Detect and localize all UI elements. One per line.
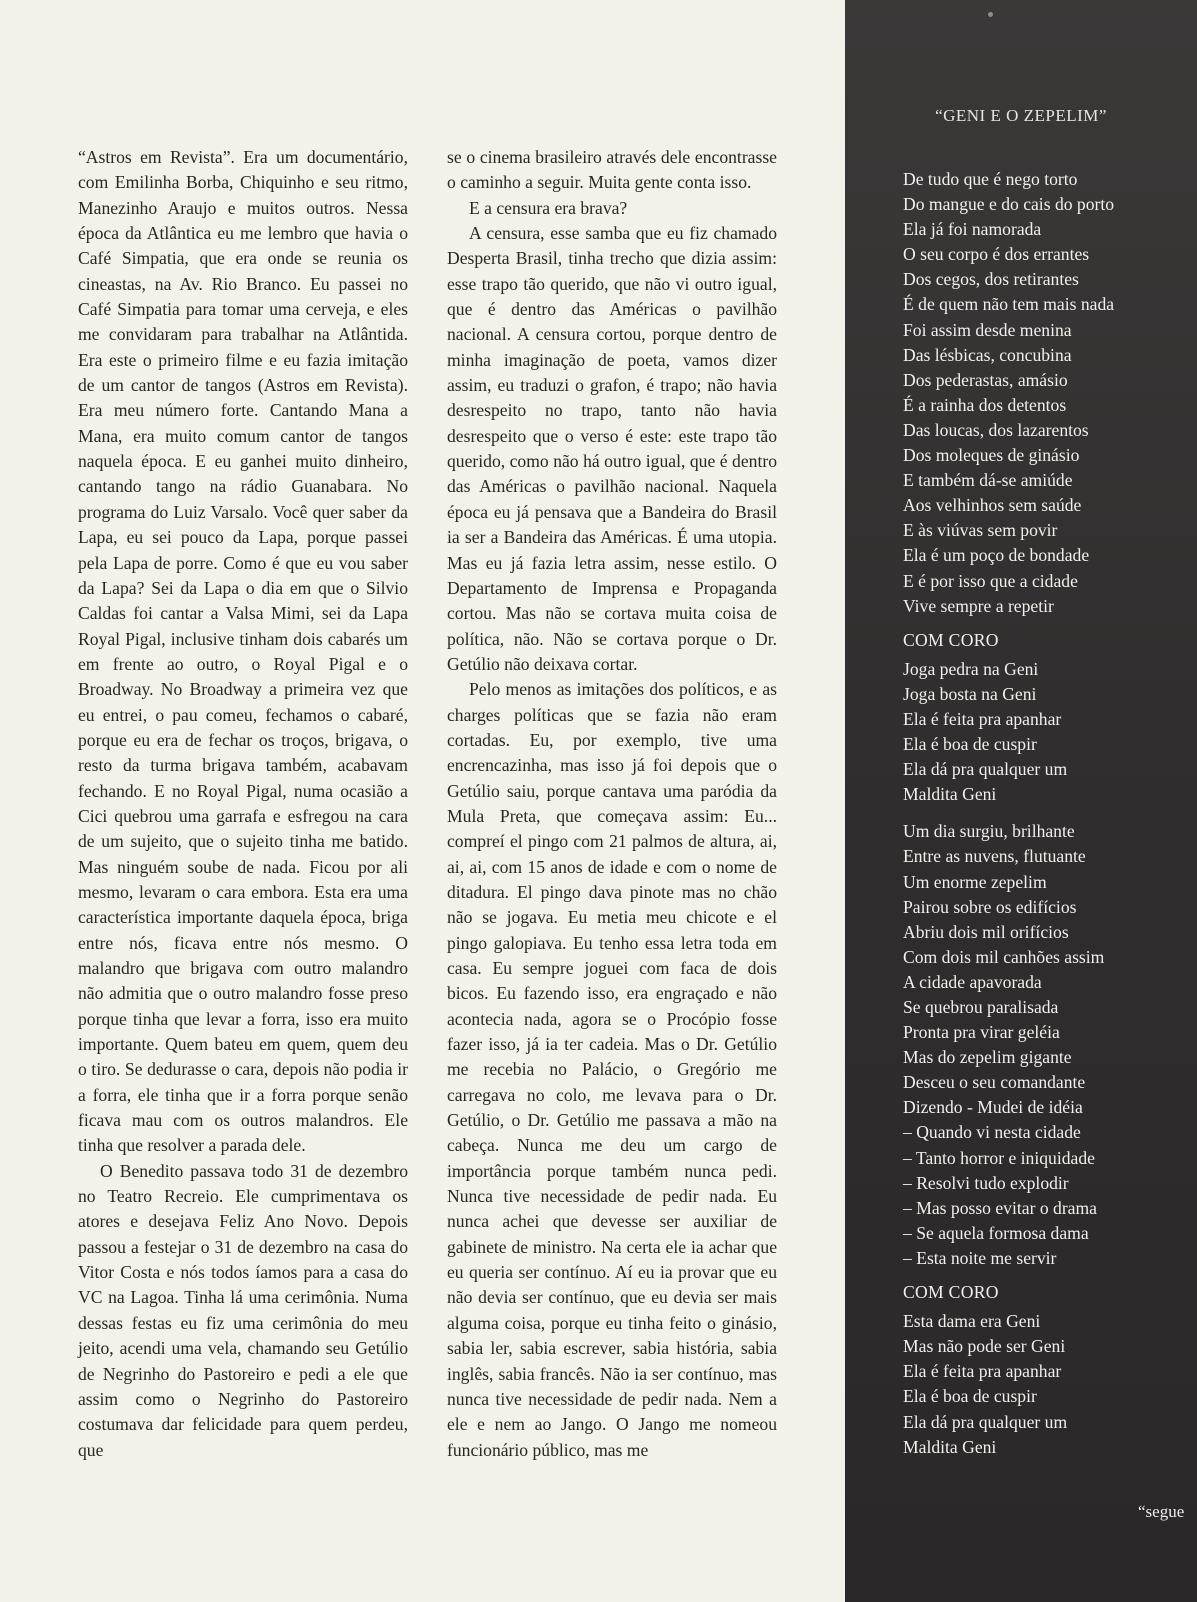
lyric-line: – Se aquela formosa dama xyxy=(903,1222,1089,1243)
dot-mark xyxy=(988,12,993,17)
lyric-line: Dos pederastas, amásio xyxy=(903,369,1068,390)
lyric-line: Dizendo - Mudei de idéia xyxy=(903,1097,1083,1118)
lyric-line: Ela é um poço de bondade xyxy=(903,545,1090,566)
chorus-label: COM CORO xyxy=(903,629,999,650)
lyric-line: A cidade apavorada xyxy=(903,971,1042,992)
lyrics-stanza xyxy=(903,167,1193,619)
lyric-line: De tudo que é nego torto xyxy=(903,169,1078,189)
lyric-line: Entre as nuvens, flutuante xyxy=(903,846,1086,867)
paragraph: O Benedito passava todo 31 de dezembro no Teatro Recreio. Ele cumprimentava os atores e desejava Feliz Ano Novo. Depois passou a festejar o 31 de dezembro na casa do Vitor Costa e nós todos íamos para a casa do VC na Lagoa. Tinha lá uma cerimônia. Numa dessas festas eu fiz uma cerimônia do meu jeito, acendi uma vela, chamando seu Getúlio de Negrinho do Pastoreiro e pedi a ele que assim como o Negrinho do Pastoreiro costumava dar felicidade para quem perdeu, que xyxy=(78,1160,408,1460)
lyrics-stanza xyxy=(903,1309,1193,1460)
lyric-line: Ela é boa de cuspir xyxy=(903,1386,1037,1407)
lyric-line: Se quebrou paralisada xyxy=(903,997,1059,1017)
lyric-line: Um enorme zepelim xyxy=(903,871,1047,892)
continuation-note: “segue xyxy=(1138,1502,1185,1521)
chorus-label: COM CORO xyxy=(903,1282,999,1303)
lyric-line: O seu corpo é dos errantes xyxy=(903,244,1090,265)
song-lyrics xyxy=(903,167,1193,1460)
paragraph: “Astros em Revista”. Era um documentário, com Emilinha Borba, Chiquinho e seu ritmo, Manezinho Araujo e muitos outros. Nessa época da Atlântica eu me lembro que havia o Café Simpatia, que era onde se reunia os cineastas, na Av. Rio Branco. Eu passei no Café Simpatia para tomar uma cerveja, e eles me convidaram para trabalhar na Atlântida. Era este o primeiro filme e eu fazia imitação de um cantor de tangos (Astros em Revista). Era meu número forte. Cantando Mana a Mana, era muito comum cantor de tangos naquela época. E eu ganhei muito dinheiro, cantando tango na rádio Guanabara. No programa do Luiz Varsalo. Você quer saber da Lapa, eu sei pouco da Lapa, porque passei pela Lapa de porre. Como é que eu vou saber da Lapa? Sei da Lapa o dia em que o Silvio Caldas foi cantar a Valsa Mimi, sei da Lapa Royal Pigal, inclusive tinham dois cabarés um em frente ao outro, o Royal Pigal e o Broadway. No Broadway a primeira vez que eu entrei, o pau comeu, fechamos o cabaré, porque eu era de fechar os troços, brigava, o resto da turma brigava também, acabavam fechando. E no Royal Pigal, numa ocasião a Cici quebrou uma garrafa e esfregou na cara de um sujeito, que o sujeito tinha me batido. Mas ninguém soube de nada. Ficou por ali mesmo, levaram o cara embora. Esta era uma característica importante daquela época, briga entre nós, ficava entre nós mesmo. O malandro que brigava com outro malandro não admitia que o outro malandro fosse preso porque tinha que levar a forra, isso era muito importante. Quem bateu em quem, quem deu o tiro. Se dedurasse o cara, depois não podia ir a forra, ele tinha que ir a forra porque senão ficava mau com os outros malandros. Ele tinha que resolver a parada dele. xyxy=(78,147,408,1156)
lyric-line: Joga bosta na Geni xyxy=(903,683,1037,704)
lyric-line: – Mas posso evitar o drama xyxy=(903,1197,1097,1218)
lyric-line: Ela já foi namorada xyxy=(903,219,1042,240)
lyric-line: Foi assim desde menina xyxy=(903,319,1072,340)
lyrics-sidebar xyxy=(845,0,1197,1602)
lyric-line: É a rainha dos detentos xyxy=(903,394,1067,415)
lyric-line: Com dois mil canhões assim xyxy=(903,946,1105,967)
paragraph: se o cinema brasileiro através dele encontrasse o caminho a seguir. Muita gente conta isso. xyxy=(447,147,777,193)
lyrics-stanza xyxy=(903,819,1193,1271)
text-column-left xyxy=(78,145,408,1463)
lyric-line: Ela dá pra qualquer um xyxy=(903,1411,1068,1432)
lyric-line: Pronta pra virar geléia xyxy=(903,1022,1060,1043)
lyric-line: E é por isso que a cidade xyxy=(903,570,1078,591)
lyric-line: Mas não pode ser Geni xyxy=(903,1336,1066,1357)
lyric-line: – Quando vi nesta cidade xyxy=(903,1122,1081,1143)
lyric-line: Das lésbicas, concubina xyxy=(903,344,1072,365)
lyric-line: – Esta noite me servir xyxy=(903,1247,1057,1268)
lyric-line: Joga pedra na Geni xyxy=(903,658,1039,679)
lyric-line: Maldita Geni xyxy=(903,784,997,805)
lyric-line: É de quem não tem mais nada xyxy=(903,294,1115,315)
lyric-line: Aos velhinhos sem saúde xyxy=(903,495,1082,516)
lyric-line: Maldita Geni xyxy=(903,1436,997,1457)
lyric-line: Desceu o seu comandante xyxy=(903,1072,1086,1093)
lyric-line: Vive sempre a repetir xyxy=(903,595,1054,616)
song-title: “GENI E O ZEPELIM” xyxy=(935,106,1107,125)
text-column-middle xyxy=(447,145,777,1463)
lyric-line: Mas do zepelim gigante xyxy=(903,1047,1072,1068)
lyric-line: Do mangue e do cais do porto xyxy=(903,194,1115,215)
lyric-line: Ela é boa de cuspir xyxy=(903,734,1037,755)
paragraph: A censura, esse samba que eu fiz chamado Desperta Brasil, tinha trecho que dizia assim: esse trapo tão querido, que não vi outro igual, que é dentro das Américas o pavilhão nacional. A censura cortou, porque dentro de minha imaginação de poeta, vamos dizer assim, eu traduzi o grafon, é trapo; não havia desrespeito no trapo, tanto não havia desrespeito que o verso é este: este trapo tão querido, como não há outro igual, que é dentro das Américas o pavilhão nacional. Naquela época eu já pensava que a Bandeira do Brasil ia ser a Bandeira das Américas. É uma utopia. Mas eu já fazia letra assim, nesse estilo. O Departamento de Imprensa e Propaganda cortou. Mas não se cortava muita coisa de política, não. Não se cortava porque o Dr. Getúlio não deixava cortar. xyxy=(447,223,777,674)
lyric-line: Esta dama era Geni xyxy=(903,1311,1041,1332)
lyric-line: Ela é feita pra apanhar xyxy=(903,1361,1062,1382)
interview-question: E a censura era brava? xyxy=(469,197,628,218)
lyric-line: Ela é feita pra apanhar xyxy=(903,708,1062,729)
lyric-line: Um dia surgiu, brilhante xyxy=(903,821,1075,842)
lyrics-stanza xyxy=(903,657,1193,808)
lyric-line: E também dá-se amiúde xyxy=(903,470,1073,491)
lyric-line: Dos moleques de ginásio xyxy=(903,445,1080,466)
lyric-line: Abriu dois mil orifícios xyxy=(903,921,1069,942)
paragraph: Pelo menos as imitações dos políticos, e as charges políticas que se fazia não eram cortadas. Eu, por exemplo, tive uma encrencazinha, mas isso já foi depois que o Getúlio saiu, porque cantava uma paródia da Mula Preta, que começava assim: Eu... compreí el pingo com 21 palmos de altura, ai, ai, ai, com 15 anos de idade e com o nome de ditadura. El pingo dava pinote mas no chão não se jogava. Eu metia meu chicote e el pingo galopiava. Eu tenho essa letra toda em casa. Eu sempre joguei com faca de dois bicos. Eu fazendo isso, era engraçado e não acontecia nada, agora se o Procópio fosse fazer isso, já ia ter cadeia. Mas o Dr. Getúlio me recebia no Palácio, o Gregório me carregava no colo, me levava para o Dr. Getúlio, o Dr. Getúlio me passava a mão na cabeça. Nunca me deu um cargo de importância porque também nunca pedi. Nunca tive necessidade de pedir nada. Eu nunca achei que devesse ser auxiliar de gabinete de ministro. Na certa ele ia achar que eu queria ser contínuo. Aí eu ia provar que eu não devia ser contínuo, que eu devia ser mais alguma coisa, porque eu tinha feito o ginásio, sabia ler, sabia escrever, sabia história, sabia inglês, sabia francês. Não ia ser contínuo, mas nunca tive necessidade de pedir nada. Nem a ele e nem ao Jango. O Jango me nomeou funcionário público, mas me xyxy=(447,679,777,1460)
lyric-line: Ela dá pra qualquer um xyxy=(903,759,1068,780)
lyric-line: E às viúvas sem povir xyxy=(903,520,1058,541)
lyric-line: Dos cegos, dos retirantes xyxy=(903,269,1079,290)
lyric-line: – Resolvi tudo explodir xyxy=(903,1172,1069,1193)
lyric-line: Pairou sobre os edifícios xyxy=(903,896,1077,917)
lyric-line: – Tanto horror e iniquidade xyxy=(903,1147,1095,1168)
lyric-line: Das loucas, dos lazarentos xyxy=(903,419,1089,440)
